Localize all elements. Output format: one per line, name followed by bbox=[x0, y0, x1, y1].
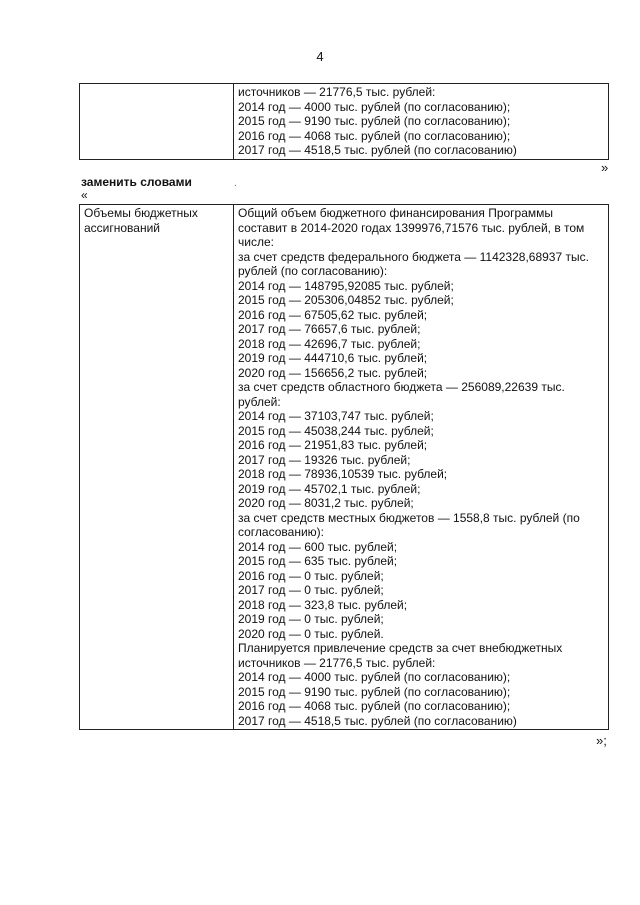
text-line: 2014 год — 37103,747 тыс. рублей; bbox=[238, 409, 434, 423]
table-label-cell bbox=[80, 84, 234, 160]
text-line: 2016 год — 4068 тыс. рублей (по согласованию); bbox=[238, 699, 511, 713]
text-line: источников — 21776,5 тыс. рублей: bbox=[238, 85, 436, 99]
text-line: 2016 год — 21951,83 тыс. рублей; bbox=[238, 438, 428, 452]
text-paragraph: за счет средств областного бюджета — 256089,22639 тыс. рублей: bbox=[238, 380, 565, 409]
text-line: 2015 год — 205306,04852 тыс. рублей; bbox=[238, 293, 454, 307]
page-number: 4 bbox=[316, 49, 324, 64]
text-line: 2016 год — 0 тыс. рублей; bbox=[238, 568, 384, 583]
text-line: 2014 год — 4000 тыс. рублей (по согласованию); bbox=[238, 99, 511, 114]
budget-table-continuation bbox=[79, 83, 609, 160]
stray-mark: . bbox=[234, 178, 237, 189]
table-value-cell bbox=[234, 205, 609, 730]
text-line: 2018 год — 323,8 тыс. рублей; bbox=[238, 597, 408, 612]
text-line: 2020 год — 0 тыс. рублей. bbox=[238, 626, 384, 641]
closing-quote: » bbox=[601, 160, 609, 175]
text-line: 2017 год — 4518,5 тыс. рублей (по согласованию) bbox=[238, 713, 517, 728]
table-label-cell: Объемы бюджетных ассигнований bbox=[80, 205, 234, 730]
text-line: 2019 год — 444710,6 тыс. рублей; bbox=[238, 351, 428, 365]
text-line: 2018 год — 42696,7 тыс. рублей; bbox=[238, 336, 421, 351]
table-value-cell bbox=[234, 84, 609, 160]
closing-quote: »; bbox=[596, 733, 607, 748]
text-line: 2015 год — 635 тыс. рублей; bbox=[238, 554, 398, 568]
text-line: 2017 год — 19326 тыс. рублей; bbox=[238, 452, 411, 467]
text-paragraph: Общий объем бюджетного финансирования Программы составит в 2014-2020 годах 1399976,71576 тыс. рублей, в том числе: bbox=[238, 206, 585, 249]
text-line: 2017 год — 76657,6 тыс. рублей; bbox=[238, 322, 421, 336]
text-line: 2020 год — 156656,2 тыс. рублей; bbox=[238, 365, 428, 380]
text-line: 2015 год — 45038,244 тыс. рублей; bbox=[238, 423, 434, 438]
text-line: 2018 год — 78936,10539 тыс. рублей; bbox=[238, 467, 448, 481]
text-line: 2020 год — 8031,2 тыс. рублей; bbox=[238, 496, 414, 510]
text-line: 2017 год — 0 тыс. рублей; bbox=[238, 583, 384, 597]
opening-quote: « bbox=[81, 188, 88, 202]
text-line: 2014 год — 4000 тыс. рублей (по согласованию); bbox=[238, 670, 511, 684]
text-line: 2015 год — 9190 тыс. рублей (по согласованию); bbox=[238, 684, 511, 699]
text-line: 2015 год — 9190 тыс. рублей (по согласованию); bbox=[238, 114, 511, 128]
budget-allocations-table bbox=[79, 204, 609, 730]
text-line: 2019 год — 45702,1 тыс. рублей; bbox=[238, 481, 421, 496]
replace-instruction: заменить словами bbox=[81, 175, 192, 189]
text-line: 2014 год — 148795,92085 тыс. рублей; bbox=[238, 278, 454, 293]
text-line: 2017 год — 4518,5 тыс. рублей (по согласованию) bbox=[238, 143, 517, 157]
text-line: 2016 год — 67505,62 тыс. рублей; bbox=[238, 307, 428, 322]
text-paragraph: за счет средств местных бюджетов — 1558,8 тыс. рублей (по согласованию): bbox=[238, 510, 580, 539]
table-row bbox=[80, 84, 609, 160]
table-row bbox=[80, 205, 609, 730]
text-line: 2014 год — 600 тыс. рублей; bbox=[238, 539, 398, 554]
text-paragraph: Планируется привлечение средств за счет внебюджетных источников — 21776,5 тыс. рублей: bbox=[238, 641, 563, 670]
text-line: 2019 год — 0 тыс. рублей; bbox=[238, 612, 384, 626]
text-paragraph: за счет средств федерального бюджета — 1142328,68937 тыс. рублей (по согласованию): bbox=[238, 249, 589, 278]
text-line: 2016 год — 4068 тыс. рублей (по согласованию); bbox=[238, 128, 511, 143]
